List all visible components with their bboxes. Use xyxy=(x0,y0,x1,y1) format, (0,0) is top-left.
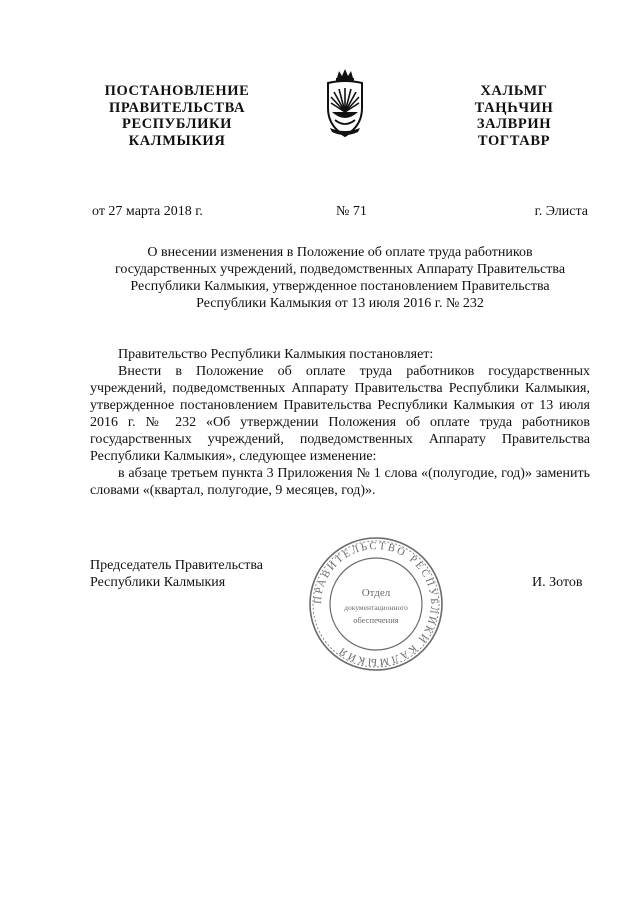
header-left-title xyxy=(92,83,262,149)
seal-center-line: обеспечения xyxy=(353,615,399,625)
document-city: г. Элиста xyxy=(534,204,588,219)
header-right-line: ТАҢҺЧИН xyxy=(474,99,554,116)
title-line: Республики Калмыкия от 13 июля 2016 г. № 232 xyxy=(196,296,484,311)
header-left-line: ПРАВИТЕЛЬСТВА xyxy=(108,99,246,116)
title-line: государственных учреждений, подведомственных Аппарату Правительства xyxy=(114,262,566,277)
signatory-title xyxy=(90,557,263,591)
signatory-title-line: Председатель Правительства xyxy=(90,558,263,573)
signatory-name: И. Зотов xyxy=(532,575,583,590)
seal-center-line: Отдел xyxy=(361,587,391,599)
dateline xyxy=(92,204,588,222)
header-left-line: КАЛМЫКИЯ xyxy=(128,132,226,149)
body-paragraph-amendment: Внести в Положение об оплате труда работников государственных учреждений, подведомственных Аппарату Правительства Республики Калмыкия, утвержденное постановлением Правительства Республики Калмыкия от 13 июля 2016 г. № 232 «Об утверждении Положения об оплате труда работников государственных учреждений, подведомственных Аппарату Правительства Республики Калмыкия», следующее изменение: xyxy=(90,364,590,464)
header-right-line: ЗАЛВРИН xyxy=(476,116,552,132)
title-line: Республики Калмыкия, утвержденное постановлением Правительства xyxy=(130,279,550,294)
document-number: № 71 xyxy=(336,204,367,219)
document-date: от 27 марта 2018 г. xyxy=(92,204,203,219)
header-right-line: ХАЛЬМГ xyxy=(480,83,548,99)
document-title xyxy=(92,244,588,312)
header-left-line: РЕСПУБЛИКИ xyxy=(121,116,233,132)
official-seal xyxy=(306,534,446,674)
seal-ring-text: ПРАВИТЕЛЬСТВО РЕСПУБЛИКИ КАЛМЫКИЯ xyxy=(312,540,440,668)
body-paragraph-preamble: Правительство Республики Калмыкия постановляет: xyxy=(118,347,434,362)
emblem-icon xyxy=(321,68,369,140)
header-left-line: ПОСТАНОВЛЕНИЕ xyxy=(104,83,250,99)
seal-center-line: документационного xyxy=(344,603,408,612)
header-right-line: ТОГТАВР xyxy=(477,132,551,149)
signatory-title-line: Республики Калмыкия xyxy=(90,575,226,590)
document-body xyxy=(90,346,590,499)
header-right-title xyxy=(458,83,570,149)
body-paragraph-change: в абзаце третьем пункта 3 Приложения № 1 слова «(полугодие, год)» заменить словами «(квартал, полугодие, 9 месяцев, год)». xyxy=(90,466,590,498)
title-line: О внесении изменения в Положение об оплате труда работников xyxy=(147,245,533,260)
